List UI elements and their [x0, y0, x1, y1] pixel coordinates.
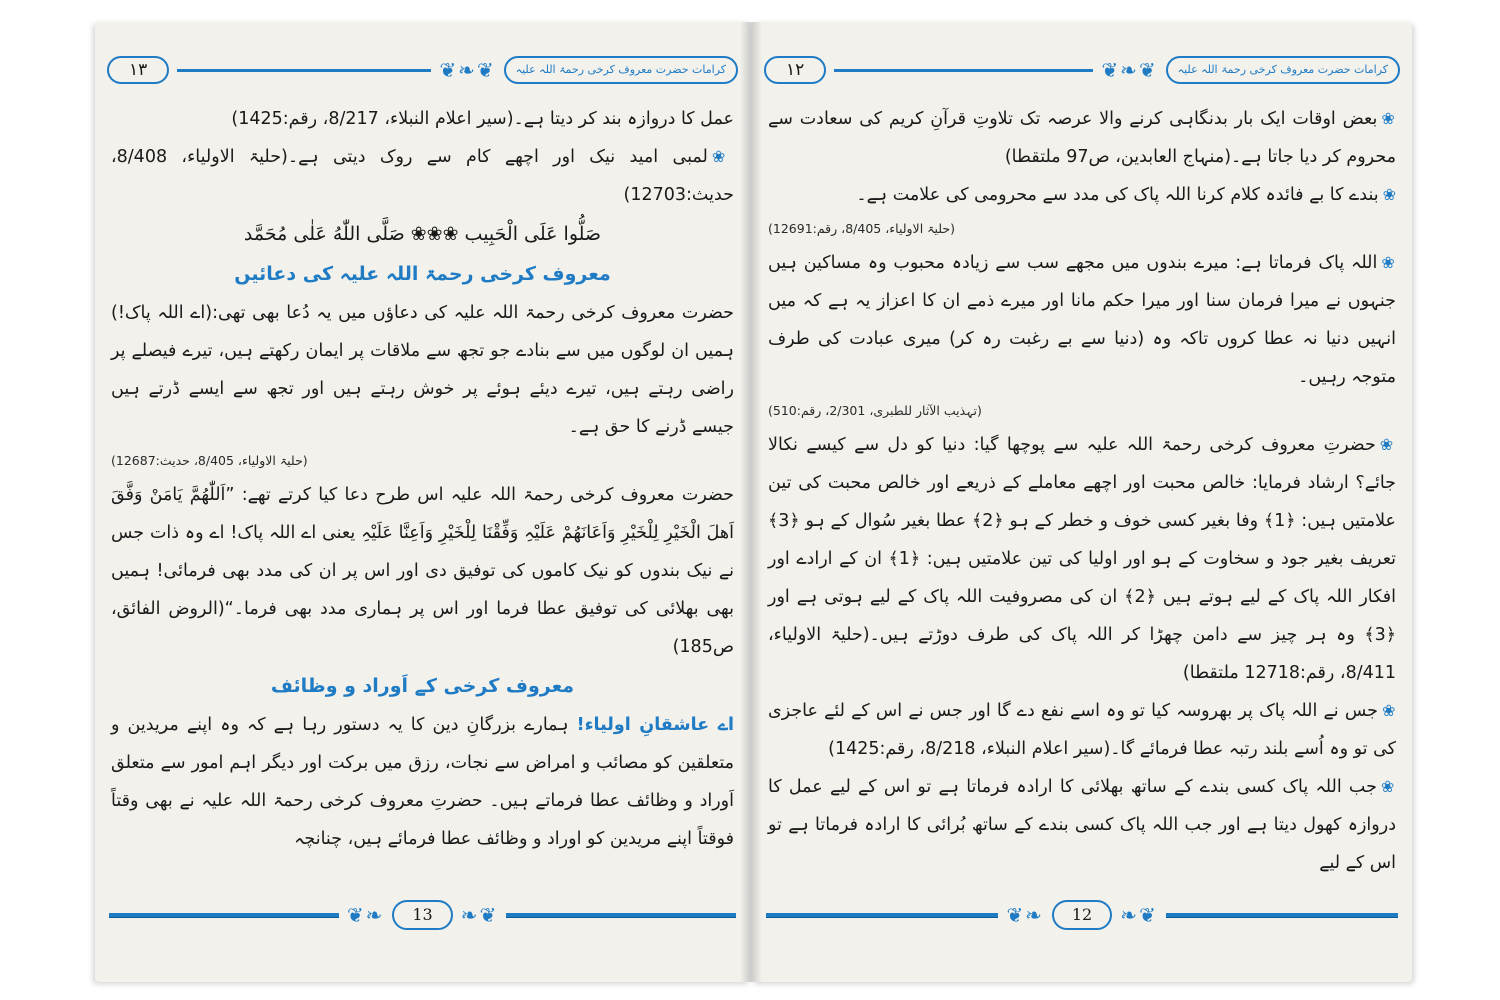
- header-book-title: کرامات حضرت معروف کرخی رحمۃ اللہ علیہ: [1166, 56, 1400, 84]
- header-rule: [834, 69, 1093, 72]
- page-header: [107, 52, 738, 88]
- reference: (حلیۃ الاولیاء، 8/405، رقم:12691): [768, 221, 955, 236]
- section-heading: معروف کرخی کے اَوراد و وظائف: [270, 675, 575, 697]
- page-13: [95, 22, 750, 982]
- page-header: [764, 52, 1400, 88]
- list-item-text: جس نے اللہ پاک پر بھروسہ کیا تو وہ اسے نفع دے گا اور جس نے اس کے لئے عاجزی کی تو وہ اُسے بلند رتبہ عطا فرمائے گا۔(سیر اعلام النبلاء، 8/218، رقم:1425): [768, 701, 1396, 759]
- page-footer: [109, 900, 736, 930]
- section-heading: معروف کرخی رحمۃ اللہ علیہ کی دعائیں: [234, 263, 611, 285]
- flower-icon: ❀: [1380, 777, 1396, 796]
- flower-icon: ❀: [1379, 435, 1396, 454]
- list-item: [111, 138, 734, 214]
- header-rule: [177, 69, 431, 72]
- book-spine: [740, 22, 762, 982]
- list-item-text: اللہ پاک فرماتا ہے: میرے بندوں میں مجھے سب سے زیادہ محبوب وہ مساکین ہیں جنہوں نے میرا فرمان سنا اور میرا حکم مانا اور میرے ذمے ان کا اعزاز یہ ہے کہ میں انہیں دنیا نہ عطا کروں تاکہ وہ (دنیا سے بے رغبت رہ کر) میری عبادت کی طرف متوجہ رہیں۔: [768, 253, 1396, 387]
- paragraph: حضرت معروف کرخی رحمۃ اللہ علیہ اس طرح دعا کیا کرتے تھے: ”اَللّٰھُمَّ یَامَنْ وَفَّقَ اَھلَ الْخَیْرِ لِلْخَیْرِ وَاَعَانَھُمْ عَلَیْہِ وَفِّقْنَا لِلْخَیْرِ وَاَعِنَّا عَلَیْہِ یعنی اے اللہ پاک! اے وہ ذات جس نے نیک بندوں کو نیک کاموں کی توفیق دی اور اس پر ان کی مدد بھی فرمائی! ہمیں بھی بھلائی کی توفیق عطا فرما اور اس پر ہماری مدد بھی فرما۔“(الروض الفائق، ص185): [111, 485, 734, 657]
- flower-icon: ❀: [1381, 701, 1397, 720]
- blessing-line: صَلُّوا عَلَی الْحَبِیب ❀❀❀ صَلَّی اللّٰهُ عَلٰی مُحَمَّد: [243, 223, 602, 245]
- list-item-text: لمبی امید نیک اور اچھے کام سے روک دیتی ہے۔(حلیۃ الاولیاء، 8/408، حدیث:12703): [111, 147, 734, 205]
- reference: (تہذیب الآثار للطبری، 2/301، رقم:510): [768, 403, 982, 418]
- scroll-ornament-icon: ❦❧❦: [439, 58, 496, 82]
- scroll-ornament-icon: ❧❦: [1120, 903, 1158, 927]
- header-page-number: ١٣: [107, 56, 169, 84]
- paragraph: حضرت معروف کرخی رحمۃ اللہ علیہ کی دعاؤں میں یہ دُعا بھی تھی:(اے اللہ پاک!) ہمیں ان لوگوں میں سے بنادے جو تجھ سے ملاقات پر ایمان رکھتے ہیں، تیرے فیصلے پر راضی رہتے ہیں، تیرے دیئے ہوئے پر خوش رہتے ہیں اور تجھ سے ایسے ڈرتے ہیں جیسے ڈرنے کا حق ہے۔: [111, 303, 734, 437]
- footer-rule: [1166, 913, 1398, 918]
- paragraph-text: ہمارے بزرگانِ دین کا یہ دستور رہا ہے کہ وہ اپنے مریدین و متعلقین کو مصائب و امراض سے نجات، رزق میں برکت اور دیگر اہم امور سے متعلق اَوراد و وظائف عطا فرماتے ہیں۔ حضرتِ معروف کرخی رحمۃ اللہ علیہ نے بھی وقتاً فوقتاً اپنے مریدین کو اوراد و وظائف عطا فرمائے ہیں، چنانچہ: [111, 715, 734, 849]
- list-item: [768, 426, 1396, 692]
- footer-page-number: 13: [392, 900, 452, 930]
- list-item: [768, 768, 1396, 882]
- page-body: [768, 100, 1396, 882]
- list-item-text: بعض اوقات ایک بار بدنگاہی کرنے والا عرصہ تک تلاوتِ قرآنِ کریم کی سعادت سے محروم کر دیا جاتا ہے۔(منہاج العابدین، ص97 ملتقطا): [768, 109, 1396, 167]
- paragraph-lead: اے عاشقانِ اولیاء!: [576, 715, 734, 735]
- header-book-title: کرامات حضرت معروف کرخی رحمۃ اللہ علیہ: [504, 56, 738, 84]
- flower-icon: ❀: [1381, 109, 1396, 128]
- flower-icon: ❀: [711, 147, 734, 166]
- paragraph: [111, 706, 734, 858]
- scroll-ornament-icon: ❧❦: [460, 903, 499, 927]
- flower-icon: ❀: [1381, 253, 1397, 272]
- footer-rule: [766, 913, 998, 918]
- scroll-ornament-icon: ❦❧: [1006, 903, 1044, 927]
- list-item-text: حضرتِ معروف کرخی رحمۃ اللہ علیہ سے پوچھا گیا: دنیا کو دل سے کیسے نکالا جائے؟ ارشاد فرمایا: خالص محبت اور اچھے معاملے کے ذریعے اور خالص محبت کی تین علامتیں ہیں: ﴿1﴾ وفا بغیر کسی خوف و خطر کے ہو ﴿2﴾ عطا بغیر سُوال کے ہو ﴿3﴾ تعریف بغیر جود و سخاوت کے ہو اور اولیا کی تین علامتیں ہیں: ﴿1﴾ ان کے ارادے اور افکار اللہ پاک کے لیے ہوتے ہیں ﴿2﴾ ان کی مصروفیت اللہ پاک کے لیے ہوتی ہے اور ﴿3﴾ وہ ہر چیز سے دامن چھڑا کر اللہ پاک کی طرف دوڑتے ہیں۔(حلیۃ الاولیاء، 8/411، رقم:12718 ملتقطا): [768, 435, 1397, 683]
- list-item: [768, 692, 1396, 768]
- text-line: عمل کا دروازہ بند کر دیتا ہے۔(سیر اعلام النبلاء، 8/217، رقم:1425): [231, 109, 734, 129]
- reference: (حلیۃ الاولیاء، 8/405، حدیث:12687): [111, 453, 308, 468]
- footer-rule: [506, 913, 736, 918]
- list-item-text: بندے کا بے فائدہ کلام کرنا اللہ پاک کی مدد سے محرومی کی علامت ہے۔: [856, 185, 1379, 205]
- footer-rule: [109, 913, 339, 918]
- page-12: [752, 22, 1412, 982]
- footer-page-number: 12: [1052, 900, 1112, 930]
- page-body: [111, 100, 734, 858]
- scroll-ornament-icon: ❦❧❦: [1101, 58, 1158, 82]
- list-item: [768, 100, 1396, 176]
- scroll-ornament-icon: ❦❧: [346, 903, 385, 927]
- header-page-number: ١٢: [764, 56, 826, 84]
- flower-icon: ❀: [1382, 185, 1396, 204]
- list-item: [768, 176, 1396, 214]
- list-item: [768, 244, 1396, 396]
- page-footer: [766, 900, 1398, 930]
- list-item-text: جب اللہ پاک کسی بندے کے ساتھ بھلائی کا ارادہ فرماتا ہے تو اس کے لیے عمل کا دروازہ کھول دیتا ہے اور جب اللہ پاک کسی بندے کے ساتھ بُرائی کا ارادہ فرماتا ہے تو اس کے لیے: [768, 777, 1396, 873]
